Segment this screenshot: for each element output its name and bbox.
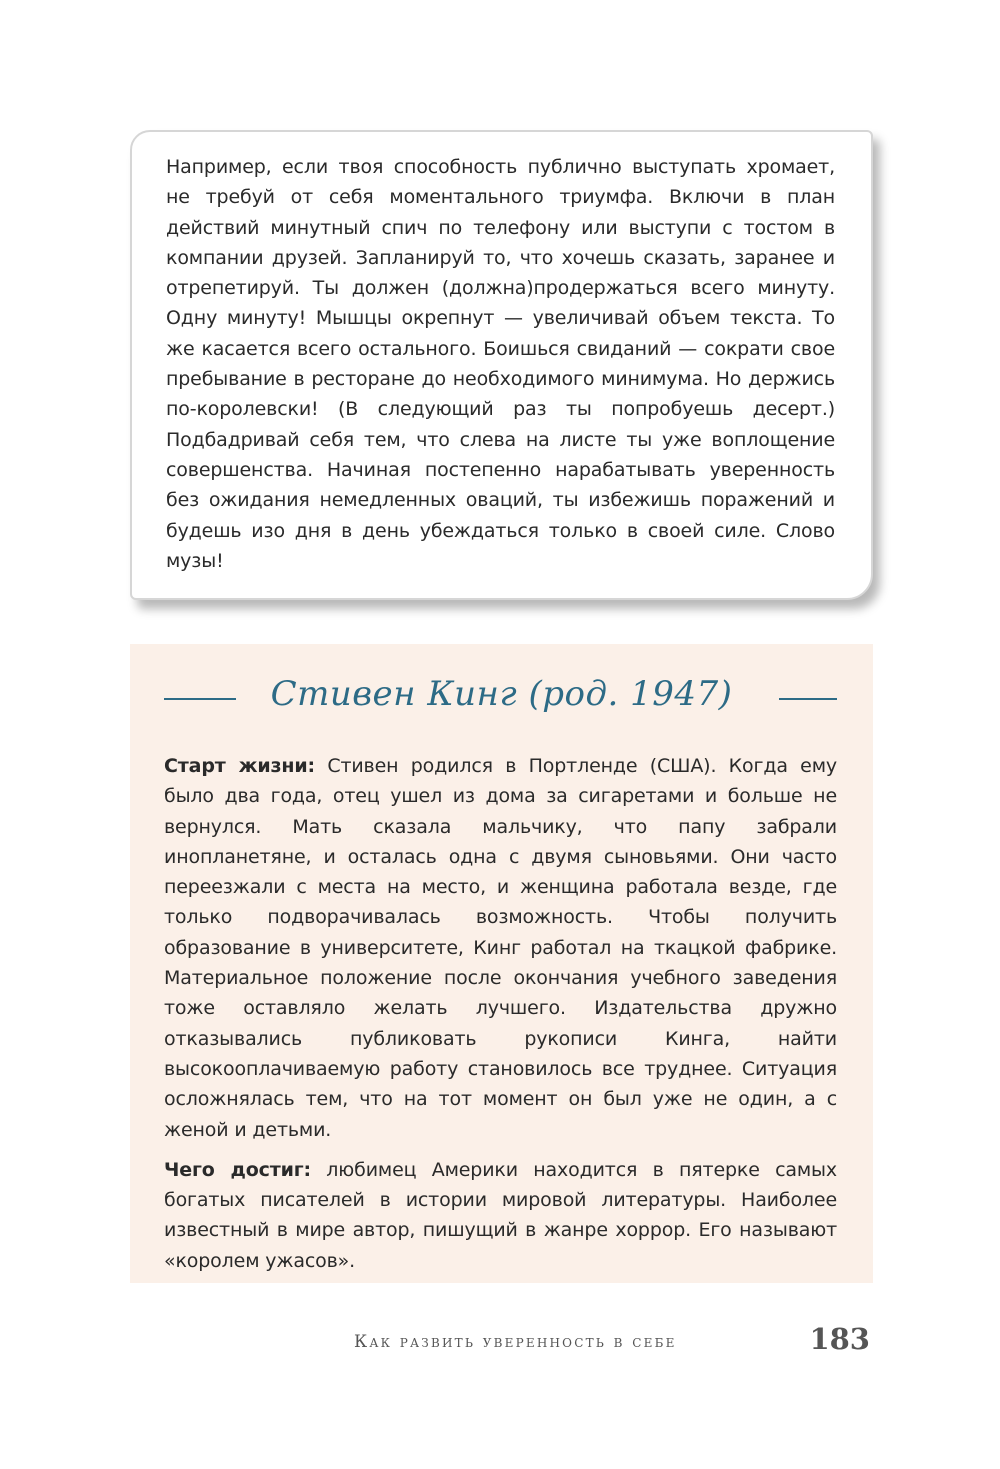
achievements-paragraph xyxy=(164,1155,837,1276)
heading-rule-right xyxy=(779,698,837,700)
biography-heading-row xyxy=(130,668,873,724)
note-text: Например, если твоя способность публично выступать хромает, не требуй от себя моментального триумфа. Включи в план действий минутный спич по телефону или выступи с тостом в компании друзей. Запланируй то, что хочешь сказать, заранее и отрепетируй. Ты должен (должна)продержаться всего минуту. Одну минуту! Мышцы окрепнут — увеличивай объем текста. То же касается всего остального. Боишься свиданий — сократи свое пребывание в ресторане до необходимого минимума. Но держись по-королевски! (В следующий раз ты попробуешь десерт.) Подбадривай себя тем, что слева на листе ты уже воплощение совершенства. Начиная постепенно нарабатывать уверенность без ожидания немедленных оваций, ты избежишь поражений и будешь изо дня в день убеждаться только в своей силе. Слово музы! xyxy=(166,156,835,572)
running-title: Как развить уверенность в себе xyxy=(354,1332,677,1352)
biography-heading: Стивен Кинг (род. 1947) xyxy=(270,674,733,714)
life-start-text: Стивен родился в Портленде (США). Когда ему было два года, отец ушел из дома за сигаретами и больше не вернулся. Мать сказала мальчику, что папу забрали инопланетяне, и осталась одна с двумя сыновьями. Они часто переезжали с места на место, и женщина работала везде, где только подворачивалась возможность. Чтобы получить образование в университете, Кинг работал на ткацкой фабрике. Материальное положение после окончания учебного заведения тоже оставляло желать лучшего. Издательства дружно отказывались публиковать рукописи Кинга, найти высокооплачиваемую работу становилось все труднее. Ситуация осложнялась тем, что на тот момент он был уже не один, а с женой и детьми. xyxy=(164,755,837,1141)
life-start-paragraph xyxy=(164,751,837,1145)
biography-body xyxy=(164,751,837,1286)
achievements-label: Чего достиг: xyxy=(164,1158,311,1181)
biography-panel xyxy=(130,644,873,1283)
page-number: 183 xyxy=(809,1322,870,1356)
life-start-label: Старт жизни: xyxy=(164,755,315,777)
achievements-text: любимец Америки находится в пятерке самых богатых писателей в истории мировой литературы. Наиболее известный в мире автор, пишущий в жанре хоррор. Его называют «королем ужасов». xyxy=(164,1158,837,1272)
note-box xyxy=(130,130,873,600)
